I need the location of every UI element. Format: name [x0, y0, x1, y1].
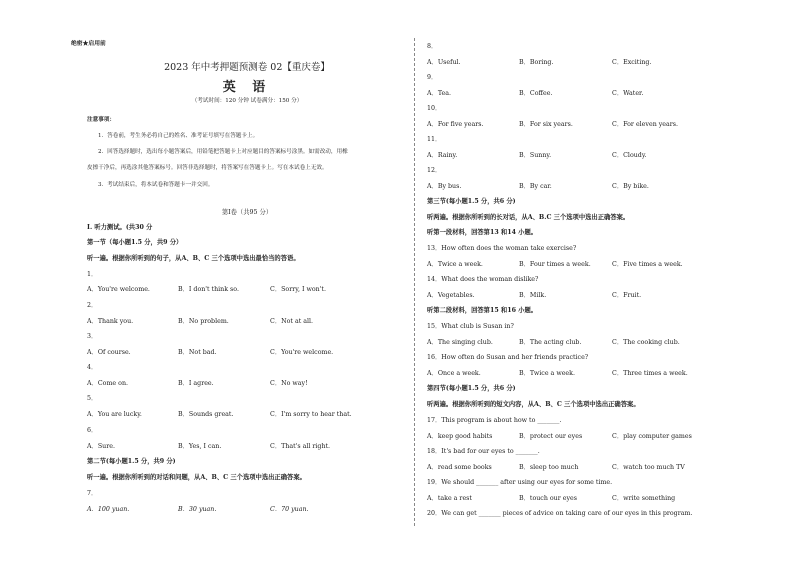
section1-heading: 第一节（每小题1.5 分，共9 分）: [87, 239, 183, 246]
option-a: A．The singing club.: [427, 339, 493, 346]
option-b: B．sleep too much: [519, 464, 579, 471]
option-a: A．keep good habits: [427, 433, 493, 440]
question-number: 11．: [427, 136, 442, 143]
section1-instruction: 听一遍。根据你所听到的句子，从A、B、C 三个选项中选出最恰当的答语。: [87, 255, 300, 262]
dialogue1-note: 听第一段材料，回答第13 和14 小题。: [427, 229, 538, 236]
option-a: A．Useful.: [427, 59, 461, 66]
note-2b: 皮擦干净后，再选涂其他答案标号。回答非选择题时，将答案写在答题卡上。写在本试卷上无效。: [87, 165, 328, 171]
section4-heading: 第四节(每小题1.5 分，共6 分): [427, 385, 516, 392]
option-b: B．Twice a week.: [519, 370, 575, 377]
option-b: B．I agree.: [178, 380, 214, 387]
option-a: A．Sure.: [87, 443, 115, 450]
question-text: 16．How often do Susan and her friends practice?: [427, 354, 589, 361]
option-a: A．Vegetables.: [427, 292, 475, 299]
option-b: B．I don't think so.: [178, 286, 239, 293]
option-b: B．By car.: [519, 183, 552, 190]
question-text: 17．This program is about how to _______.: [427, 417, 562, 424]
option-b: B．For six years.: [519, 121, 573, 128]
option-b: B．protect our eyes: [519, 433, 583, 440]
option-b: B．The acting club.: [519, 339, 582, 346]
note-1: 1．答卷前，考生务必将自己的姓名、准考证号填写在答题卡上。: [98, 133, 259, 139]
question-number: 7．: [87, 490, 98, 497]
option-c: C．Fruit.: [612, 292, 642, 299]
option-c: C．Exciting.: [612, 59, 652, 66]
option-a: A．By bus.: [427, 183, 462, 190]
option-a: A．For five years.: [427, 121, 484, 128]
option-c: C．You're welcome.: [270, 349, 334, 356]
option-c: C．Three times a week.: [612, 370, 688, 377]
option-a: A．Of course.: [87, 349, 131, 356]
section4-instruction: 听两遍。根据你所听到的短文内容，从A、B、C 三个选项中选出正确答案。: [427, 401, 640, 408]
option-a: A．take a rest: [427, 495, 472, 502]
secret-mark: 绝密★启用前: [71, 41, 106, 47]
question-text: 18．It's bad for our eyes to _______.: [427, 448, 540, 455]
option-a: A．Twice a week.: [427, 261, 483, 268]
question-number: 3．: [87, 333, 98, 340]
section2-instruction: 听一遍。根据你所听到的对话和问题，从A、B、C 三个选项中选出正确答案。: [87, 474, 306, 481]
option-c: C．I'm sorry to hear that.: [270, 411, 352, 418]
question-number: 8．: [427, 43, 438, 50]
exam-info: （考试时间：120 分钟 试卷满分：150 分）: [191, 98, 303, 104]
question-number: 12．: [427, 167, 442, 174]
option-a: A．read some books: [427, 464, 492, 471]
option-a: A．Come on.: [87, 380, 129, 387]
note-3: 3．考试结束后，将本试卷和答题卡一并交回。: [98, 182, 214, 188]
note-2a: 2．回答选择题时，选出每小题答案后，用铅笔把答题卡上对应题目的答案标号涂黑。如需改动，用橡: [98, 149, 348, 155]
question-text: 20．We can get _______ pieces of advice on taking care of our eyes in this program.: [427, 510, 693, 517]
section3-instruction: 听两遍。根据你所听到的长对话，从A、B.C 三个选项中选出正确答案。: [427, 214, 630, 221]
option-b: B．30 yuan.: [178, 506, 217, 513]
option-b: B．Four times a week.: [519, 261, 591, 268]
option-b: B．No problem.: [178, 318, 229, 325]
option-c: C．That's all right.: [270, 443, 331, 450]
question-number: 9．: [427, 74, 438, 81]
question-number: 6．: [87, 427, 98, 434]
option-b: B．Boring.: [519, 59, 554, 66]
option-a: A．Thank you.: [87, 318, 134, 325]
option-a: A．You are lucky.: [87, 411, 142, 418]
option-c: C．No way!: [270, 380, 308, 387]
option-a: A．100 yuan.: [87, 506, 130, 513]
option-c: C．Five times a week.: [612, 261, 683, 268]
option-c: C．70 yuan.: [270, 506, 309, 513]
column-divider: [414, 38, 415, 526]
question-text: 13．How often does the woman take exercise?: [427, 245, 577, 252]
option-a: A．Tea.: [427, 90, 452, 97]
dialogue2-note: 听第二段材料，回答第15 和16 小题。: [427, 307, 538, 314]
question-text: 19．We should _______ after using our eyes for some time.: [427, 479, 613, 486]
notes-heading: 注意事项：: [87, 117, 115, 123]
question-text: 15．What club is Susan in?: [427, 323, 514, 330]
option-b: B．Sounds great.: [178, 411, 234, 418]
option-a: A．You're welcome.: [87, 286, 150, 293]
option-c: C．play computer games: [612, 433, 692, 440]
exam-title: 2023 年中考押题预测卷 02【重庆卷】: [164, 62, 330, 73]
subject-title: 英 语: [222, 80, 272, 95]
question-number: 10．: [427, 105, 442, 112]
option-c: C．The cooking club.: [612, 339, 680, 346]
volume-heading: 第Ⅰ卷（共95 分）: [221, 209, 273, 216]
option-b: B．Sunny.: [519, 152, 552, 159]
question-number: 4．: [87, 364, 98, 371]
question-number: 2．: [87, 302, 98, 309]
question-text: 14．What does the woman dislike?: [427, 276, 539, 283]
section3-heading: 第三节(每小题1.5 分，共6 分): [427, 198, 516, 205]
option-c: C．Not at all.: [270, 318, 314, 325]
option-c: C．watch too much TV: [612, 464, 685, 471]
option-c: C．Sorry, I won't.: [270, 286, 326, 293]
option-c: C．For eleven years.: [612, 121, 679, 128]
option-c: C．write something: [612, 495, 676, 502]
option-c: C．Water.: [612, 90, 644, 97]
option-c: C．By bike.: [612, 183, 649, 190]
option-b: B．Yes, I can.: [178, 443, 222, 450]
option-c: C．Cloudy.: [612, 152, 647, 159]
question-number: 5．: [87, 395, 98, 402]
section2-heading: 第二节(每小题1.5 分，共9 分): [87, 458, 176, 465]
question-number: 1．: [87, 271, 98, 278]
option-b: B．Not bad.: [178, 349, 217, 356]
part1-heading: I. 听力测试。(共30 分: [87, 224, 153, 231]
option-a: A．Once a week.: [427, 370, 481, 377]
option-b: B．Coffee.: [519, 90, 553, 97]
option-b: B．Milk.: [519, 292, 547, 299]
option-b: B．touch our eyes: [519, 495, 577, 502]
option-a: A．Rainy.: [427, 152, 458, 159]
